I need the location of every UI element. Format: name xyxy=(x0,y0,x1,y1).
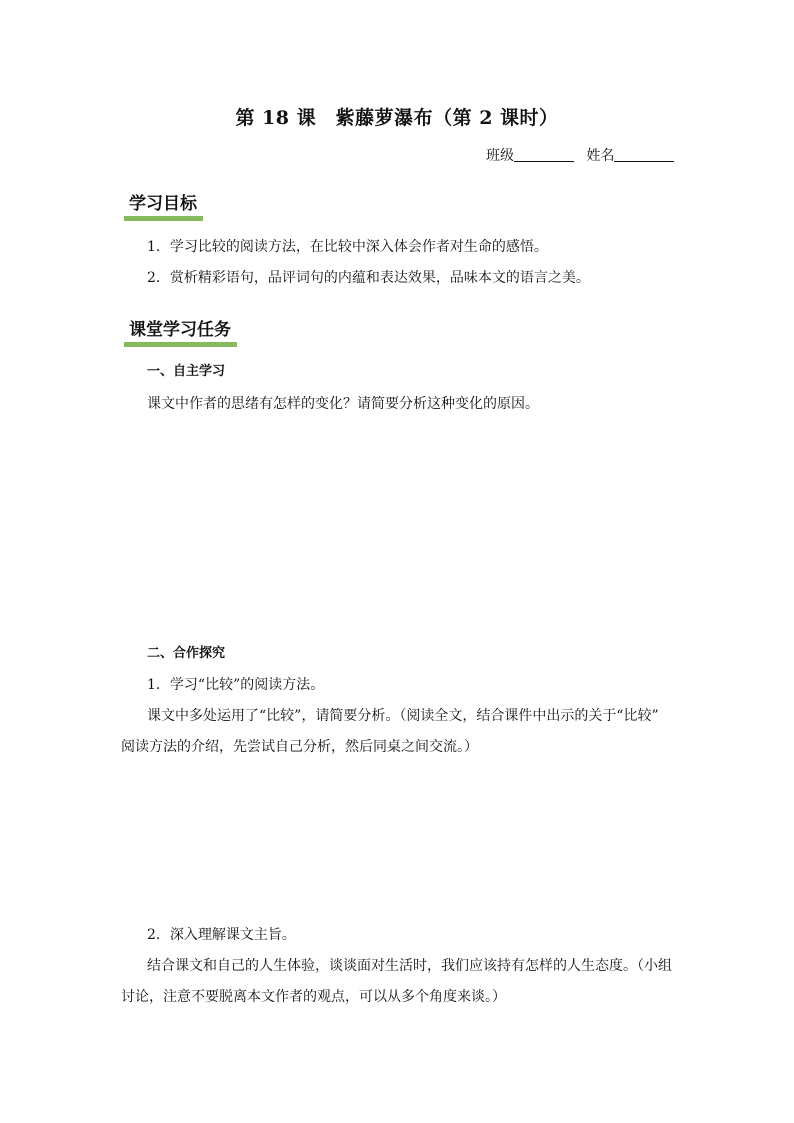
self-study-question: 课文中作者的思绪有怎样的变化？请简要分析这种变化的原因。 xyxy=(147,396,539,412)
coop-item-2-title: 2．深入理解课文主旨。 xyxy=(147,927,296,943)
coop-item-2-text-1: 结合课文和自己的人生体验，谈谈面对生活时，我们应该持有怎样的人生态度。（小组 xyxy=(147,958,672,974)
tasks-heading: 课堂学习任务 xyxy=(124,320,237,347)
page-title: 第 18 课 紫藤萝瀑布（第 2 课时） xyxy=(235,107,559,129)
student-info xyxy=(486,145,674,165)
coop-item-1-text-1: 课文中多处运用了“比较”，请简要分析。（阅读全文，结合课件中出示的关于“比较” xyxy=(147,708,659,724)
class-blank[interactable] xyxy=(514,147,574,162)
coop-item-1-title: 1．学习“比较”的阅读方法。 xyxy=(147,677,325,693)
name-blank[interactable] xyxy=(614,147,674,162)
self-study-heading: 一、自主学习 xyxy=(147,364,226,379)
coop-item-2-text-2: 讨论，注意不要脱离本文作者的观点，可以从多个角度来谈。） xyxy=(121,989,506,1005)
coop-item-1-text-2: 阅读方法的介绍，先尝试自己分析，然后同桌之间交流。） xyxy=(121,739,478,755)
goals-heading: 学习目标 xyxy=(124,194,203,221)
goal-item-2: 2．赏析精彩语句，品评词句的内蕴和表达效果，品味本文的语言之美。 xyxy=(147,270,590,286)
class-label: 班级 xyxy=(486,148,514,164)
name-label: 姓名 xyxy=(586,148,615,164)
goal-item-1: 1．学习比较的阅读方法，在比较中深入体会作者对生命的感悟。 xyxy=(147,239,548,255)
coop-heading: 二、合作探究 xyxy=(147,646,226,661)
